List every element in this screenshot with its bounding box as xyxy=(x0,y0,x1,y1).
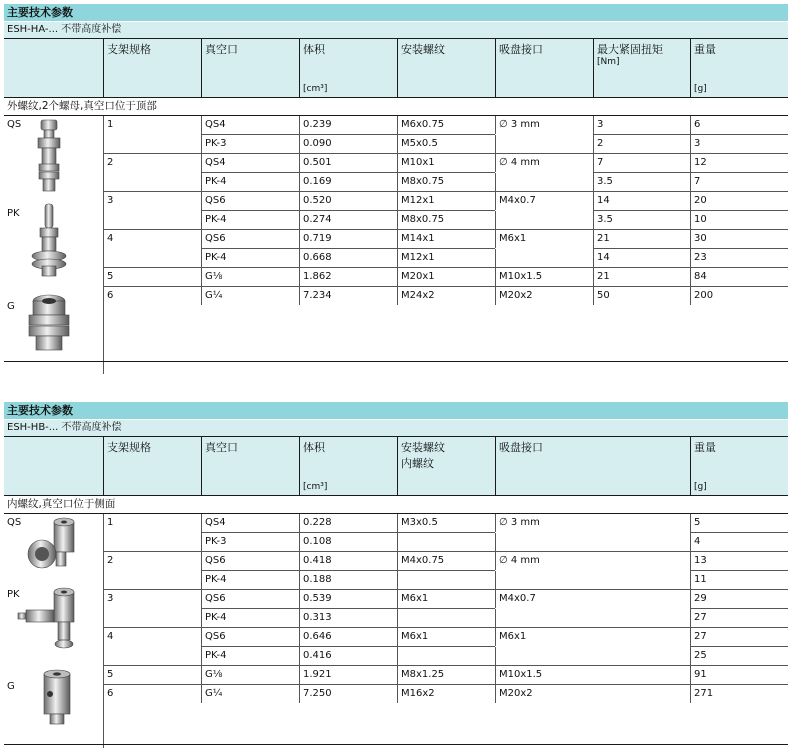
cell-torque: 14 xyxy=(593,249,690,267)
cell-cup xyxy=(495,173,593,191)
cell-mount: M8x1.25 xyxy=(397,666,495,684)
header-volume xyxy=(299,437,397,495)
header-volume xyxy=(299,39,397,97)
cell-vol: 0.539 xyxy=(299,590,397,608)
cell-vol: 7.250 xyxy=(299,685,397,703)
cell-weight: 10 xyxy=(690,211,788,229)
header-support-label: 支架规格 xyxy=(107,441,151,454)
cell-vol: 0.274 xyxy=(299,211,397,229)
header-weight xyxy=(690,39,788,97)
cell-weight: 23 xyxy=(690,249,788,267)
header-torque-unit: [Nm] xyxy=(597,57,620,67)
cell-vol: 0.501 xyxy=(299,154,397,172)
cell-cup xyxy=(495,571,690,589)
variant-label-pk: PK xyxy=(7,208,20,219)
table-row xyxy=(4,154,788,172)
cell-weight: 6 xyxy=(690,116,788,134)
row-rule xyxy=(593,134,788,135)
cell-torque: 3.5 xyxy=(593,173,690,191)
cell-mount: M3x0.5 xyxy=(397,514,495,532)
cell-vol: 0.668 xyxy=(299,249,397,267)
section-label: 外螺纹,2个螺母,真空口位于顶部 xyxy=(4,98,788,116)
cell-torque: 3.5 xyxy=(593,211,690,229)
header-weight xyxy=(690,437,788,495)
table-row xyxy=(4,287,788,305)
row-rule xyxy=(201,532,495,533)
row-rule xyxy=(201,172,495,173)
table-row xyxy=(4,647,788,665)
table-title: 主要技术参数 xyxy=(4,4,788,22)
header-cup-label: 吸盘接口 xyxy=(499,43,543,56)
row-rule xyxy=(201,646,495,647)
cell-torque: 21 xyxy=(593,268,690,286)
row-rule xyxy=(103,191,788,192)
header-support xyxy=(103,39,201,97)
cell-torque: 7 xyxy=(593,154,690,172)
cell-size: 6 xyxy=(103,287,201,305)
cell-vol: 0.719 xyxy=(299,230,397,248)
cell-cup: ∅ 4 mm xyxy=(495,154,593,172)
cell-mount: M6x1 xyxy=(397,628,495,646)
cell-vac: QS6 xyxy=(201,552,299,570)
cell-mount: M6x1 xyxy=(397,590,495,608)
cell-cup: ∅ 3 mm xyxy=(495,116,593,134)
header-volume-label: 体积 xyxy=(303,43,325,56)
table-row xyxy=(4,590,788,608)
cell-cup: M10x1.5 xyxy=(495,268,593,286)
header-support xyxy=(103,437,201,495)
table-row xyxy=(4,230,788,248)
row-rule xyxy=(103,665,788,666)
row-rule xyxy=(103,684,788,685)
table-bottom-rule xyxy=(4,744,788,745)
header-cup-label: 吸盘接口 xyxy=(499,441,543,454)
cell-vac: QS6 xyxy=(201,628,299,646)
table-row xyxy=(4,135,788,153)
cell-size xyxy=(103,135,201,153)
cell-cup: M6x1 xyxy=(495,230,593,248)
table-row xyxy=(4,514,788,532)
cell-mount: M4x0.75 xyxy=(397,552,495,570)
cell-vol: 0.239 xyxy=(299,116,397,134)
row-rule xyxy=(103,153,788,154)
cell-vac: PK-3 xyxy=(201,135,299,153)
row-rule xyxy=(103,286,788,287)
cell-size: 1 xyxy=(103,514,201,532)
cell-mount: M10x1 xyxy=(397,154,495,172)
row-rule xyxy=(201,210,495,211)
cell-size xyxy=(103,533,201,551)
cell-vac: QS4 xyxy=(201,154,299,172)
cell-cup: ∅ 3 mm xyxy=(495,514,690,532)
table-subtitle: ESH-HA-... 不带高度补偿 xyxy=(4,22,788,38)
cell-size xyxy=(103,609,201,627)
cell-cup: M6x1 xyxy=(495,628,690,646)
header-vacuum-label: 真空口 xyxy=(205,441,238,454)
cell-weight: 13 xyxy=(690,552,788,570)
cell-vac: G⅛ xyxy=(201,268,299,286)
cell-size: 1 xyxy=(103,116,201,134)
cell-mount xyxy=(397,533,495,551)
table-row xyxy=(4,116,788,134)
table-row xyxy=(4,173,788,191)
cell-vac: QS6 xyxy=(201,590,299,608)
row-rule xyxy=(103,589,788,590)
table-title: 主要技术参数 xyxy=(4,402,788,420)
cell-weight: 91 xyxy=(690,666,788,684)
cell-vol: 0.169 xyxy=(299,173,397,191)
row-rule xyxy=(690,532,788,533)
cell-size: 4 xyxy=(103,230,201,248)
table-row xyxy=(4,571,788,589)
cell-vol: 0.416 xyxy=(299,647,397,665)
cell-mount xyxy=(397,647,495,665)
cell-vac: G¼ xyxy=(201,685,299,703)
cell-weight: 11 xyxy=(690,571,788,589)
header-mount xyxy=(397,437,495,495)
header-volume-label: 体积 xyxy=(303,441,325,454)
cell-weight: 271 xyxy=(690,685,788,703)
table-row xyxy=(4,211,788,229)
cell-weight: 12 xyxy=(690,154,788,172)
cell-vac: PK-4 xyxy=(201,647,299,665)
row-rule xyxy=(201,608,495,609)
cell-weight: 3 xyxy=(690,135,788,153)
cell-size xyxy=(103,173,201,191)
row-rule xyxy=(690,646,788,647)
cell-vol: 0.188 xyxy=(299,571,397,589)
cell-weight: 30 xyxy=(690,230,788,248)
cell-cup xyxy=(495,249,593,267)
cell-weight: 20 xyxy=(690,192,788,210)
cell-mount: M12x1 xyxy=(397,249,495,267)
cell-vac: QS6 xyxy=(201,230,299,248)
cell-vol: 0.228 xyxy=(299,514,397,532)
row-rule xyxy=(690,570,788,571)
cell-vol: 1.921 xyxy=(299,666,397,684)
header-mount-label: 安装螺纹 xyxy=(401,441,445,454)
cell-mount: M20x1 xyxy=(397,268,495,286)
cell-mount: M8x0.75 xyxy=(397,211,495,229)
cell-vac: PK-4 xyxy=(201,571,299,589)
cell-cup: M4x0.7 xyxy=(495,192,593,210)
cell-cup xyxy=(495,211,593,229)
cell-weight: 200 xyxy=(690,287,788,305)
cell-torque: 2 xyxy=(593,135,690,153)
cell-size xyxy=(103,249,201,267)
row-rule xyxy=(103,267,788,268)
section-label: 内螺纹,真空口位于侧面 xyxy=(4,496,788,514)
header-vacuum xyxy=(201,39,299,97)
cell-cup: ∅ 4 mm xyxy=(495,552,690,570)
header-mount xyxy=(397,39,495,97)
table-bottom-rule xyxy=(4,361,788,362)
table-row xyxy=(4,685,788,703)
table-row xyxy=(4,249,788,267)
cell-weight: 29 xyxy=(690,590,788,608)
cell-vac: PK-4 xyxy=(201,609,299,627)
table-row xyxy=(4,552,788,570)
cell-cup xyxy=(495,609,690,627)
cell-size: 4 xyxy=(103,628,201,646)
cell-cup: M10x1.5 xyxy=(495,666,690,684)
header-vacuum xyxy=(201,437,299,495)
cell-cup xyxy=(495,533,690,551)
cell-vac: PK-4 xyxy=(201,173,299,191)
table-row xyxy=(4,533,788,551)
cell-size: 3 xyxy=(103,192,201,210)
cell-size xyxy=(103,647,201,665)
spec-table-esh-ha xyxy=(4,4,788,374)
cell-torque: 21 xyxy=(593,230,690,248)
header-torque-label: 最大紧固扭矩 xyxy=(597,43,663,56)
cell-mount xyxy=(397,609,495,627)
header-vacuum-label: 真空口 xyxy=(205,43,238,56)
cell-mount: M5x0.5 xyxy=(397,135,495,153)
cell-cup: M4x0.7 xyxy=(495,590,690,608)
cell-size: 5 xyxy=(103,268,201,286)
table-body xyxy=(4,514,788,748)
cell-torque: 14 xyxy=(593,192,690,210)
cell-mount: M14x1 xyxy=(397,230,495,248)
column-rule xyxy=(103,514,104,748)
row-rule xyxy=(103,229,788,230)
cell-mount xyxy=(397,571,495,589)
header-weight-label: 重量 xyxy=(694,441,716,454)
table-body xyxy=(4,116,788,374)
cell-vol: 1.862 xyxy=(299,268,397,286)
table-row xyxy=(4,268,788,286)
cell-cup xyxy=(495,647,690,665)
variant-label-g: G xyxy=(7,301,15,312)
cell-vol: 0.646 xyxy=(299,628,397,646)
cell-weight: 4 xyxy=(690,533,788,551)
header-mount-label: 安装螺纹 xyxy=(401,43,445,56)
row-rule xyxy=(593,210,788,211)
row-rule xyxy=(690,608,788,609)
variant-label-qs: QS xyxy=(7,119,22,130)
variant-label-qs: QS xyxy=(7,517,22,528)
cell-vac: QS4 xyxy=(201,514,299,532)
cell-cup xyxy=(495,135,593,153)
table-header xyxy=(4,38,788,98)
cell-vol: 0.418 xyxy=(299,552,397,570)
cell-size xyxy=(103,211,201,229)
table-row xyxy=(4,628,788,646)
cell-size: 6 xyxy=(103,685,201,703)
row-rule xyxy=(103,627,788,628)
cell-mount: M12x1 xyxy=(397,192,495,210)
header-cup xyxy=(495,437,690,495)
cell-torque: 3 xyxy=(593,116,690,134)
table-header xyxy=(4,436,788,496)
cell-size xyxy=(103,571,201,589)
header-mount-label-2: 内螺纹 xyxy=(401,457,434,470)
table-subtitle: ESH-HB-... 不带高度补偿 xyxy=(4,420,788,436)
cell-size: 2 xyxy=(103,154,201,172)
cell-vol: 0.313 xyxy=(299,609,397,627)
header-weight-unit: [g] xyxy=(694,482,707,492)
row-rule xyxy=(103,551,788,552)
cell-vac: PK-4 xyxy=(201,249,299,267)
spec-table-esh-hb xyxy=(4,402,788,748)
cell-mount: M24x2 xyxy=(397,287,495,305)
cell-size: 3 xyxy=(103,590,201,608)
cell-vac: G¼ xyxy=(201,287,299,305)
cell-size: 2 xyxy=(103,552,201,570)
cell-mount: M6x0.75 xyxy=(397,116,495,134)
cell-vac: PK-4 xyxy=(201,211,299,229)
table-row xyxy=(4,192,788,210)
header-volume-unit: [cm³] xyxy=(303,482,328,492)
cell-vol: 0.090 xyxy=(299,135,397,153)
header-torque xyxy=(593,39,690,97)
table-row xyxy=(4,666,788,684)
cell-mount: M16x2 xyxy=(397,685,495,703)
cell-weight: 5 xyxy=(690,514,788,532)
cell-weight: 27 xyxy=(690,628,788,646)
cell-weight: 7 xyxy=(690,173,788,191)
variant-label-g: G xyxy=(7,681,15,692)
cell-vol: 0.108 xyxy=(299,533,397,551)
row-rule xyxy=(593,172,788,173)
cell-weight: 84 xyxy=(690,268,788,286)
header-support-label: 支架规格 xyxy=(107,43,151,56)
cell-weight: 27 xyxy=(690,609,788,627)
row-rule xyxy=(201,248,495,249)
cell-vac: G⅛ xyxy=(201,666,299,684)
cell-vol: 7.234 xyxy=(299,287,397,305)
cell-size: 5 xyxy=(103,666,201,684)
cell-mount: M8x0.75 xyxy=(397,173,495,191)
row-rule xyxy=(201,570,495,571)
cell-weight: 25 xyxy=(690,647,788,665)
column-rule xyxy=(103,116,104,374)
cell-cup: M20x2 xyxy=(495,287,593,305)
cell-vac: PK-3 xyxy=(201,533,299,551)
header-weight-label: 重量 xyxy=(694,43,716,56)
header-volume-unit: [cm³] xyxy=(303,84,328,94)
cell-cup: M20x2 xyxy=(495,685,690,703)
cell-vac: QS6 xyxy=(201,192,299,210)
row-rule xyxy=(593,248,788,249)
cell-torque: 50 xyxy=(593,287,690,305)
variant-label-pk: PK xyxy=(7,589,20,600)
table-row xyxy=(4,609,788,627)
row-rule xyxy=(201,134,495,135)
header-cup xyxy=(495,39,593,97)
cell-vol: 0.520 xyxy=(299,192,397,210)
header-weight-unit: [g] xyxy=(694,84,707,94)
cell-vac: QS4 xyxy=(201,116,299,134)
